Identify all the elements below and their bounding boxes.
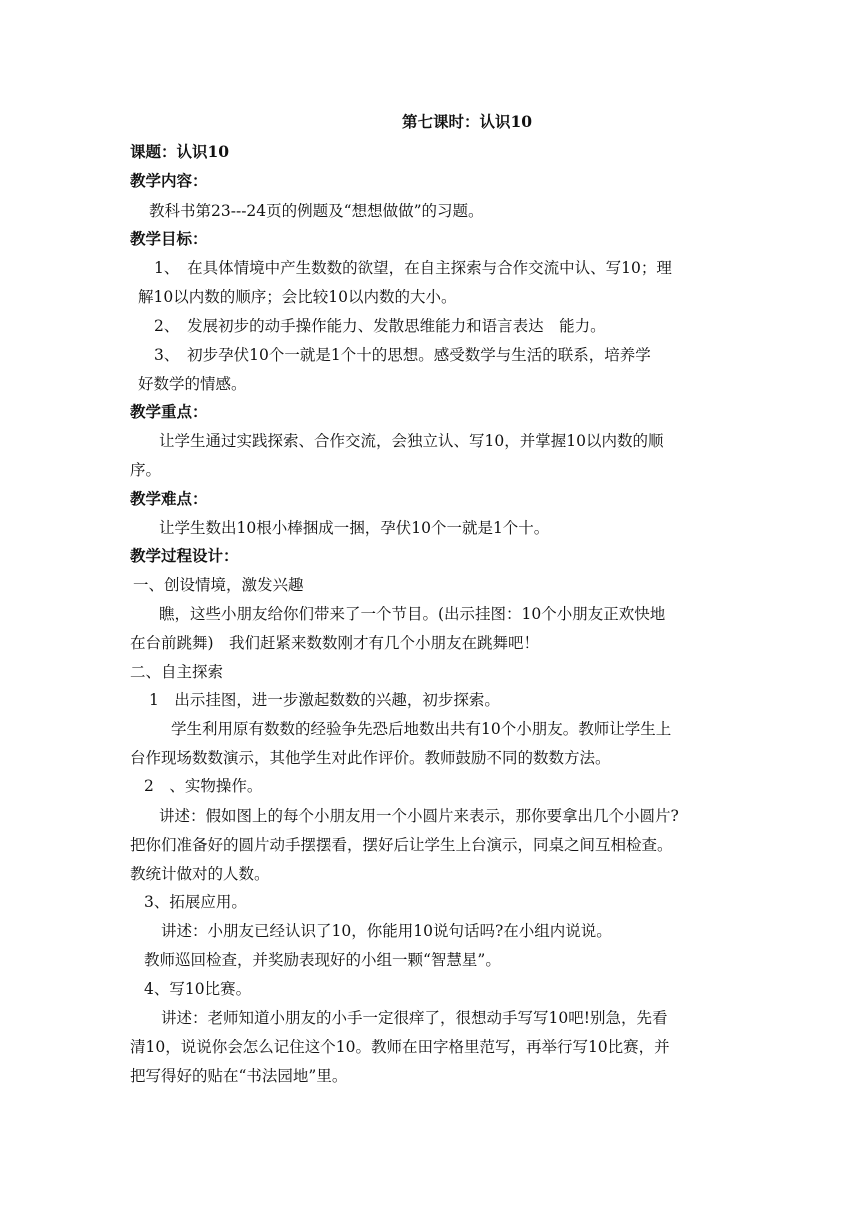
heading-difficulty: 教学难点：: [130, 489, 208, 508]
section-2-heading: 二、自主探索: [130, 663, 224, 681]
difficulty-text: 让学生数出10根小棒捆成一捆，孕伏10个一就是1个十。: [159, 519, 550, 537]
section-1-line-1: 瞧，这些小朋友给你们带来了一个节目。(出示挂图：10个小朋友正欢快地: [159, 605, 666, 623]
goal-1-line-2: 解10以内数的顺序；会比较10以内数的大小。: [138, 288, 457, 306]
heading-goals: 教学目标：: [130, 229, 208, 248]
goal-3-line-1: 3、 初步孕伏10个一就是1个十的思想。感受数学与生活的联系，培养学: [154, 346, 651, 364]
step-3-line-2: 教师巡回检查，并奖励表现好的小组一颗“智慧星”。: [144, 951, 501, 969]
lesson-topic: 课题：认识10: [130, 142, 230, 161]
step-1-line-2: 台作现场数数演示，其他学生对此作评价。教师鼓励不同的数数方法。: [130, 749, 611, 767]
step-4-line-3: 把写得好的贴在“书法园地”里。: [130, 1067, 348, 1085]
heading-key-point: 教学重点：: [130, 402, 208, 421]
step-4-line-1: 讲述：老师知道小朋友的小手一定很痒了，很想动手写写10吧!别急，先看: [161, 1009, 668, 1027]
paragraph-content: 教科书第23---24页的例题及“想想做做”的习题。: [149, 202, 484, 220]
section-1-line-2: 在台前跳舞) 我们赶紧来数数刚才有几个小朋友在跳舞吧！: [130, 634, 540, 652]
step-4-line-2: 清10，说说你会怎么记住这个10。教师在田字格里范写，再举行写10比赛，并: [130, 1038, 670, 1056]
step-4-title: 4、写10比赛。: [144, 980, 252, 998]
step-3-line-1: 讲述：小朋友已经认识了10，你能用10说句话吗?在小组内说说。: [161, 922, 612, 940]
key-point-line-2: 序。: [130, 461, 162, 479]
section-1-heading: 一、创设情境，激发兴趣: [133, 576, 304, 594]
step-1-line-1: 学生利用原有数数的经验争先恐后地数出共有10个小朋友。教师让学生上: [171, 720, 672, 738]
goal-2: 2、 发展初步的动手操作能力、发散思维能力和语言表达 能力。: [154, 317, 606, 335]
step-2-line-1: 讲述：假如图上的每个小朋友用一个小圆片来表示，那你要拿出几个小圆片?: [159, 807, 679, 825]
goal-1-line-1: 1、 在具体情境中产生数数的欲望，在自主探索与合作交流中认、写10；理: [154, 259, 672, 277]
key-point-line-1: 让学生通过实践探索、合作交流，会独立认、写10，并掌握10以内数的顺: [159, 432, 664, 450]
goal-3-line-2: 好数学的情感。: [138, 375, 247, 393]
step-2-title: 2 、实物操作。: [144, 777, 263, 795]
step-2-line-3: 教统计做对的人数。: [130, 865, 270, 883]
heading-content: 教学内容：: [130, 171, 208, 190]
heading-process: 教学过程设计：: [130, 546, 239, 565]
step-1-title: 1 出示挂图，进一步激起数数的兴趣，初步探索。: [149, 691, 500, 709]
step-3-title: 3、拓展应用。: [144, 893, 247, 911]
step-2-line-2: 把你们准备好的圆片动手摆摆看，摆好后让学生上台演示，同桌之间互相检查。: [130, 836, 673, 854]
document-title: 第七课时：认识10: [402, 112, 533, 131]
